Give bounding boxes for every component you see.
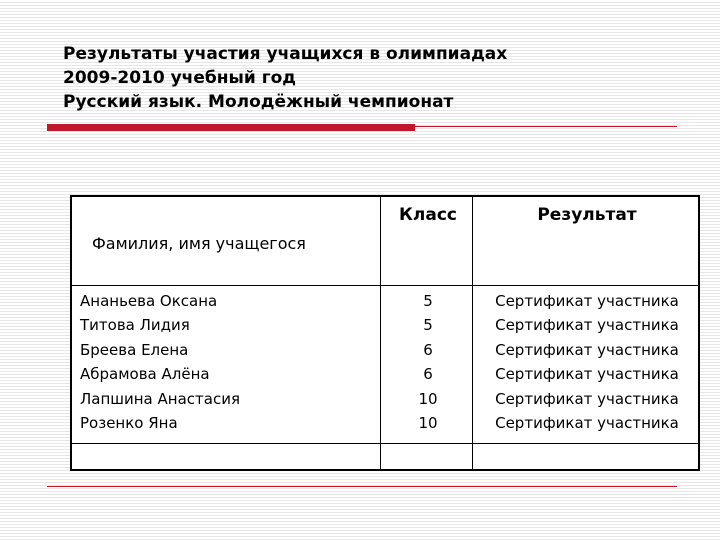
table-header-divider [72, 285, 698, 286]
title-line-1: Результаты участия учащихся в олимпиадах [63, 44, 508, 64]
results-table [70, 195, 700, 471]
title-line-2: 2009-2010 учебный год [63, 68, 296, 88]
header-class: Класс [399, 205, 457, 225]
table-row-class: 5 [423, 292, 433, 310]
title-line-3: Русский язык. Молодёжный чемпионат [63, 92, 454, 112]
table-row-result: Сертификат участника [495, 365, 679, 384]
table-row-result: Сертификат участника [495, 413, 679, 432]
table-row-result: Сертификат участника [495, 389, 679, 408]
table-column-divider-1 [380, 197, 381, 469]
table-row-name: Титова Лидия [80, 316, 190, 335]
table-row-class: 10 [418, 389, 438, 408]
table-row-result: Сертификат участника [495, 316, 679, 335]
classes-column [382, 289, 474, 435]
header-result: Результат [537, 205, 637, 225]
table-row-name: Розенко Яна [80, 413, 178, 432]
header-name: Фамилия, имя учащегося [92, 234, 306, 253]
table-row-result: Сертификат участника [495, 292, 679, 310]
table-row-result: Сертификат участника [495, 340, 679, 359]
slide-title [63, 42, 683, 114]
table-row-name: Лапшина Анастасия [80, 389, 240, 408]
footer-divider-line [47, 486, 677, 487]
title-divider-line [415, 126, 677, 127]
table-row-name: Ананьева Оксана [80, 292, 218, 310]
table-row-name: Бреева Елена [80, 340, 189, 359]
table-row-class: 5 [423, 316, 433, 335]
table-row-class: 6 [423, 365, 433, 384]
title-accent-bar [47, 124, 415, 131]
table-row-class: 10 [418, 413, 438, 432]
results-column [474, 289, 700, 435]
table-row-name: Абрамова Алёна [80, 365, 210, 384]
table-row-class: 6 [423, 340, 433, 359]
table-body-divider [72, 443, 698, 444]
names-column [80, 289, 240, 435]
